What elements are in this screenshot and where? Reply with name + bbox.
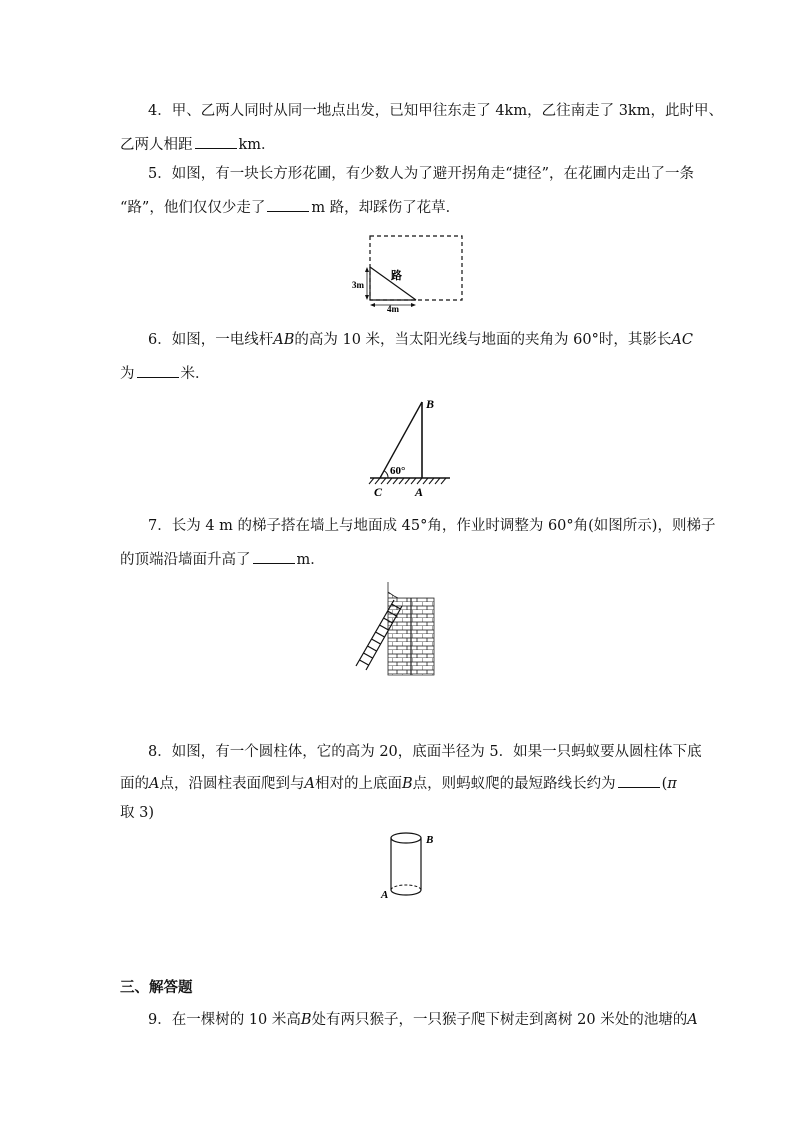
section-heading: 三、解答题: [120, 979, 193, 996]
q6-ab: AB: [273, 332, 295, 348]
label-road: 路: [391, 270, 402, 282]
q5-line1: 5．如图，有一块长方形花圃，有少数人为了避开拐角走“捷径”，在花圃内走出了一条: [148, 166, 695, 182]
q4-answer-blank[interactable]: [195, 134, 237, 149]
q4-text-a: 乙两人相距: [120, 137, 193, 153]
q9-point-b: B: [300, 1012, 312, 1028]
label-b: B: [426, 834, 434, 846]
q9-text-a: 9．在一棵树的 10 米高: [148, 1012, 301, 1028]
label-a: A: [415, 485, 424, 499]
q5-figure: [350, 232, 470, 320]
cylinder-top: [391, 833, 421, 843]
arrow-left-icon: [370, 303, 375, 307]
arrow-right-icon: [411, 303, 416, 307]
q5-line2: [120, 197, 460, 218]
arrow-down-icon: [365, 295, 369, 300]
q8-line3: 取 3): [120, 805, 154, 821]
q4-line2: [120, 134, 276, 155]
ground-hatch: [369, 478, 446, 484]
q5-answer-blank[interactable]: [267, 197, 309, 212]
q9-text-b: 处有两只猴子，一只猴子爬下树走到离树 20 米处的池塘的: [311, 1012, 688, 1028]
q7-answer-blank[interactable]: [253, 549, 295, 564]
q8-text-a: 面的: [120, 776, 149, 792]
q9-line1: [148, 1010, 698, 1030]
q7-line1: 7．长为 4 m 的梯子搭在墙上与地面成 45°角，作业时调整为 60°角(如图所示)，则梯子: [148, 518, 716, 534]
garden-rectangle: [370, 236, 462, 300]
q8-text-b: 点，沿圆柱表面爬到与: [159, 776, 305, 792]
q8-text-c: 相对的上底面: [314, 776, 402, 792]
q8-answer-blank[interactable]: [618, 773, 660, 788]
cylinder-diagram: [378, 828, 444, 912]
label-4m: 4m: [387, 304, 399, 314]
q6-text-d: 米．: [180, 366, 210, 382]
q8-point-a: A: [149, 776, 160, 792]
q7-figure: [352, 578, 438, 682]
q4-text-b: km．: [238, 137, 276, 153]
q6-answer-blank[interactable]: [137, 363, 179, 378]
ladder-wall-diagram: [352, 578, 438, 678]
label-3m: 3m: [352, 280, 364, 290]
q8-line1: 8．如图，有一个圆柱体，它的高为 20，底面半径为 5．如果一只蚂蚁要从圆柱体下底: [148, 744, 702, 760]
q7-line2: [120, 549, 325, 570]
q8-point-a2: A: [304, 776, 315, 792]
q8-figure: [378, 828, 444, 916]
q6-ac: AC: [671, 332, 693, 348]
arrow-up-icon: [365, 267, 369, 272]
pole-diagram: [366, 392, 456, 502]
q5-text-b: m 路，却踩伤了花草．: [311, 200, 461, 216]
q8-pi: π: [667, 776, 677, 792]
q8-text-d: 点，则蚂蚁爬的最短路线长约为: [412, 776, 616, 792]
angle-arc: [385, 471, 389, 478]
q6-text-a: 6．如图，一电线杆: [148, 332, 274, 348]
q8-point-b: B: [401, 776, 413, 792]
q5-text-a: “路”，他们仅仅少走了: [120, 200, 266, 216]
q6-text-b: 的高为 10 米，当太阳光线与地面的夹角为 60°时，其影长: [294, 332, 672, 348]
q6-line1: [148, 330, 693, 350]
cylinder-bottom-front: [391, 890, 421, 895]
label-c: C: [374, 485, 383, 499]
q6-figure: [366, 392, 456, 506]
q6-text-c: 为: [120, 366, 135, 382]
q7-text-a: 的顶端沿墙面升高了: [120, 552, 251, 568]
label-b: B: [426, 397, 435, 411]
garden-diagram: [350, 232, 470, 316]
label-angle: 60°: [390, 465, 406, 477]
q4-line1: 4．甲、乙两人同时从同一地点出发，已知甲往东走了 4km，乙往南走了 3km，此时甲、: [148, 103, 723, 119]
q9-point-a: A: [687, 1012, 698, 1028]
q8-line2: [120, 773, 677, 794]
q8-text-e: (: [661, 776, 668, 792]
cylinder-bottom-back: [391, 885, 421, 890]
label-a: A: [381, 889, 389, 901]
q6-line2: [120, 363, 210, 384]
q7-text-b: m．: [296, 552, 325, 568]
